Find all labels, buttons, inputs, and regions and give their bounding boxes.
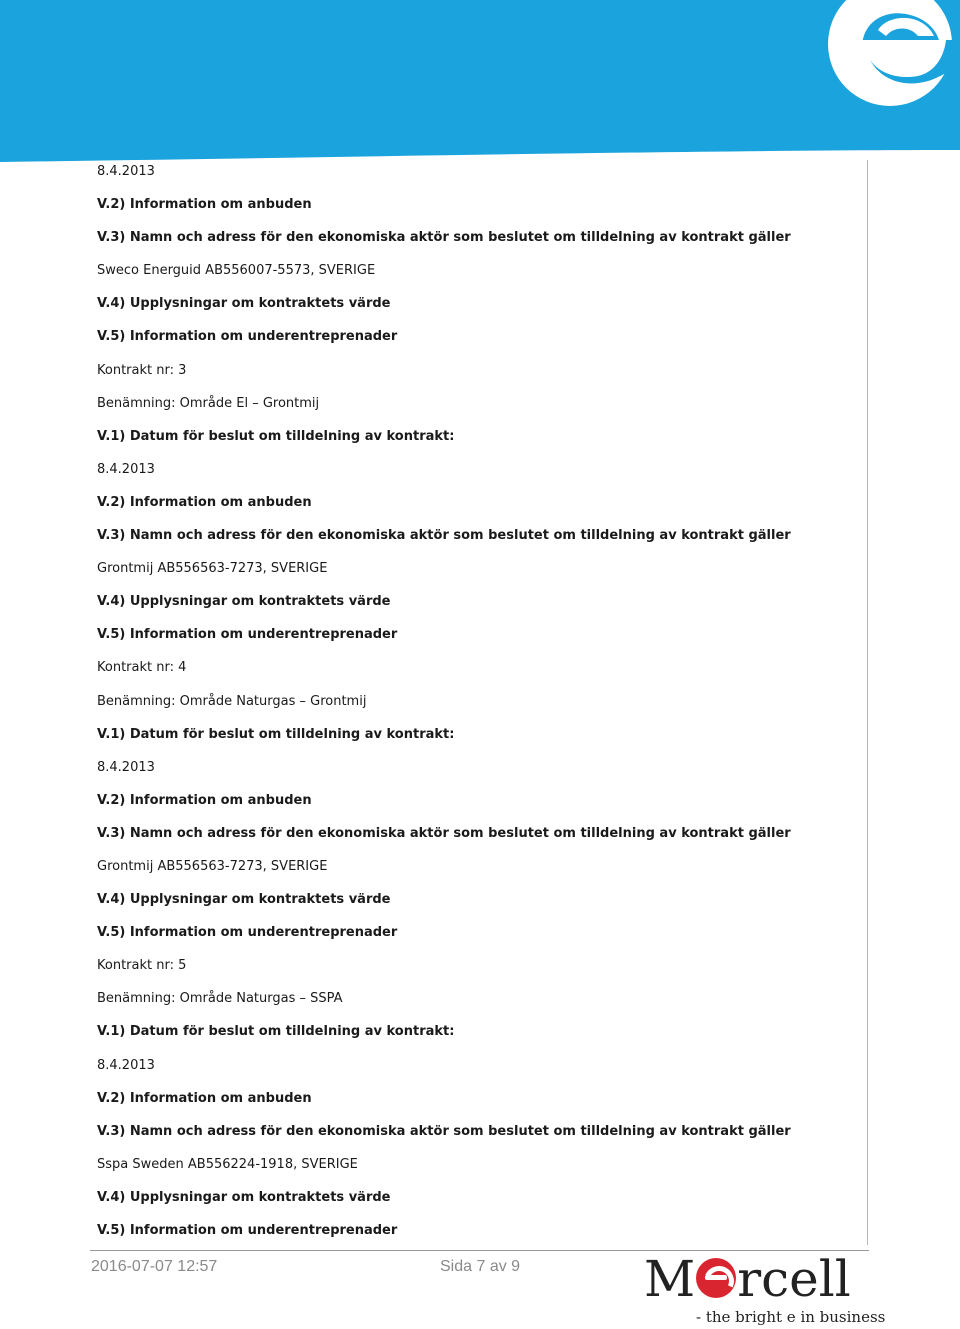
section-heading: V.3) Namn och adress för den ekonomiska aktör som beslutet om tilldelning av kontrakt gäller [97,230,791,246]
document-body [97,158,857,1250]
section-heading: V.2) Information om anbuden [97,792,312,808]
section-heading: V.4) Upplysningar om kontraktets värde [97,892,391,908]
section-heading: V.1) Datum för beslut om tilldelning av kontrakt: [97,1024,455,1040]
section-heading: V.5) Information om underentreprenader [97,925,398,941]
logo-wordmark [644,1252,851,1306]
field-value: 8.4.2013 [97,164,155,179]
logo-word-start: M [644,1250,696,1308]
field-value: 8.4.2013 [97,759,155,775]
field-value: Sspa Sweden AB556224-1918, SVERIGE [97,1156,358,1172]
header-band [0,0,960,165]
section-heading: V.1) Datum för beslut om tilldelning av kontrakt: [97,428,455,444]
section-heading: V.5) Information om underentreprenader [97,1223,398,1238]
section-heading: V.4) Upplysningar om kontraktets värde [97,1189,391,1205]
section-heading: V.3) Namn och adress för den ekonomiska aktör som beslutet om tilldelning av kontrakt gäller [97,1123,791,1139]
header-wave [0,0,960,165]
field-value: Kontrakt nr: 5 [97,958,187,974]
section-heading: V.5) Information om underentreprenader [97,627,398,643]
footer-page-number: Sida 7 av 9 [440,1258,521,1275]
section-heading: V.4) Upplysningar om kontraktets värde [97,296,391,312]
field-value: Benämning: Område El – Grontmij [97,395,320,411]
field-value: 8.4.2013 [97,461,155,477]
field-value: 8.4.2013 [97,1057,155,1073]
section-heading: V.2) Information om anbuden [97,494,312,510]
section-heading: V.3) Namn och adress för den ekonomiska aktör som beslutet om tilldelning av kontrakt gäller [97,528,791,544]
section-heading: V.2) Information om anbuden [97,1090,312,1106]
e-circle-icon [696,1258,736,1298]
section-heading: V.3) Namn och adress för den ekonomiska aktör som beslutet om tilldelning av kontrakt gäller [97,825,791,841]
mercell-logo [644,1250,886,1327]
section-heading: V.2) Information om anbuden [97,197,312,213]
section-heading: V.4) Upplysningar om kontraktets värde [97,594,391,610]
field-value: Grontmij AB556563-7273, SVERIGE [97,858,328,874]
field-value: Kontrakt nr: 3 [97,362,187,378]
logo-word-end: rcell [737,1250,851,1308]
field-value: Kontrakt nr: 4 [97,660,187,676]
section-heading: V.1) Datum för beslut om tilldelning av kontrakt: [97,726,455,742]
field-value: Benämning: Område Naturgas – Grontmij [97,693,367,709]
field-value: Sweco Energuid AB556007-5573, SVERIGE [97,263,376,279]
section-heading: V.5) Information om underentreprenader [97,329,398,345]
footer-timestamp: 2016-07-07 12:57 [91,1258,218,1275]
field-value: Benämning: Område Naturgas – SSPA [97,991,343,1007]
logo-tagline: - the bright e in business [696,1308,886,1326]
field-value: Grontmij AB556563-7273, SVERIGE [97,561,328,577]
